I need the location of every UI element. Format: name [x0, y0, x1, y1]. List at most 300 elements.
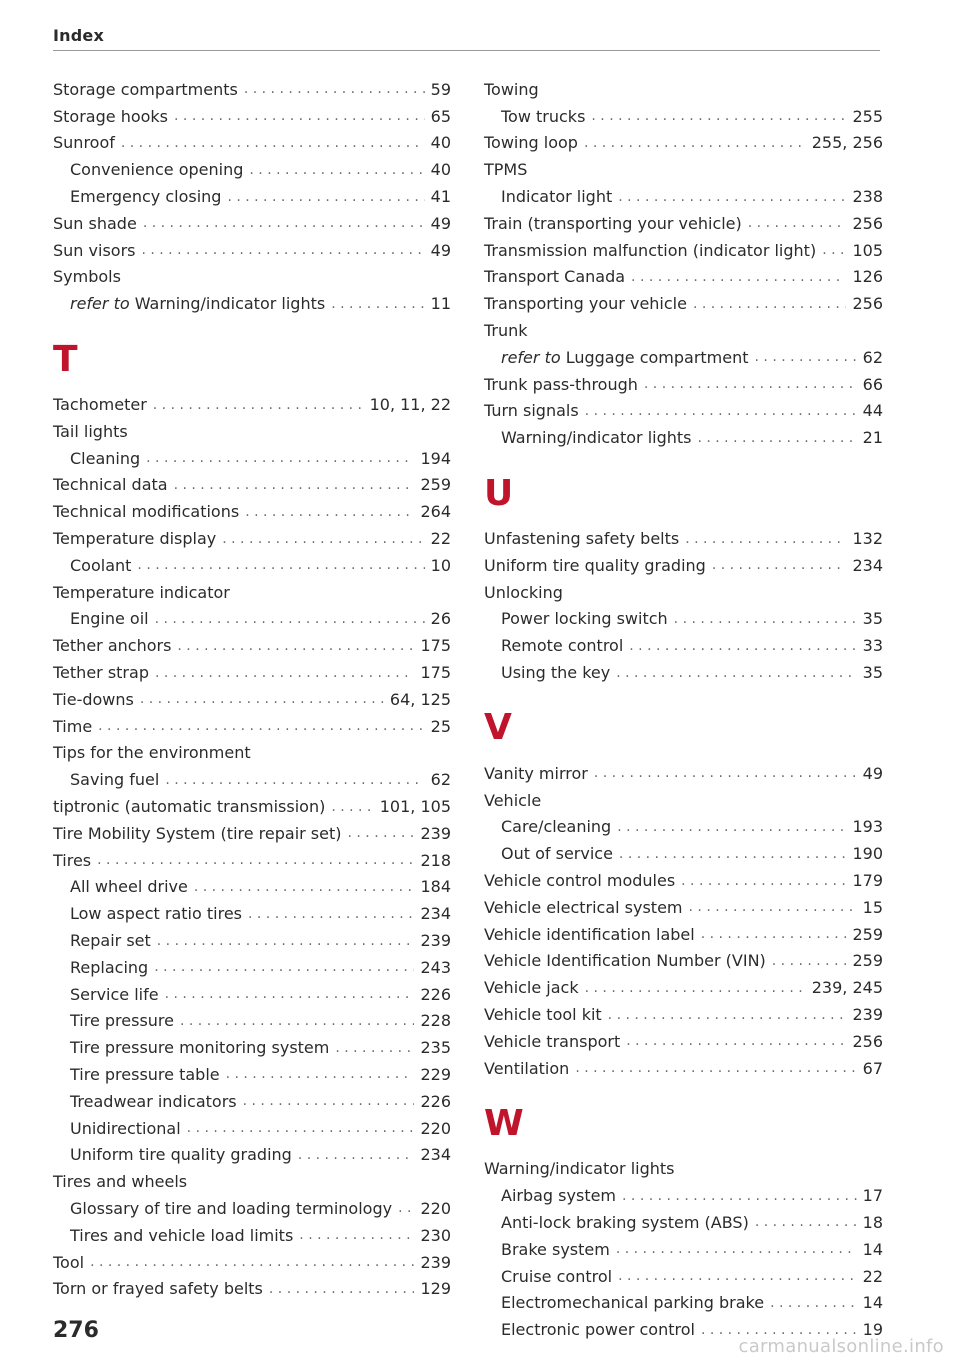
index-entry: [53, 290, 451, 317]
entry-label: Low aspect ratio tires: [70, 904, 242, 924]
dot-leader: [157, 933, 415, 949]
page-reference: 132: [852, 529, 883, 549]
entry-label: Sun shade: [53, 213, 137, 233]
index-entry: [484, 1055, 883, 1082]
dot-leader: [141, 242, 424, 258]
entry-label: Tether anchors: [53, 636, 172, 656]
entry-label: Power locking switch: [501, 609, 668, 629]
index-entry: [484, 237, 883, 264]
index-entry: [484, 264, 883, 291]
entry-label: Tires and wheels: [53, 1172, 188, 1192]
index-entry: [53, 1061, 451, 1088]
entry-label: Towing loop: [484, 133, 578, 153]
dot-leader: [622, 1188, 857, 1204]
page-reference: 25: [430, 716, 451, 736]
index-entry: [53, 1141, 451, 1168]
dot-leader: [248, 906, 414, 922]
page-reference: 264: [420, 502, 451, 522]
dot-leader: [140, 691, 384, 707]
dot-leader: [137, 557, 424, 573]
dot-leader: [180, 1013, 414, 1029]
dot-leader: [674, 611, 857, 627]
dot-leader: [685, 531, 846, 547]
page-reference: 255, 256: [811, 133, 883, 153]
page-reference: 175: [420, 663, 451, 683]
entry-label: Tool: [53, 1252, 85, 1272]
page-reference: 239: [852, 1005, 883, 1024]
index-column-left: [53, 76, 451, 1302]
index-entry: [484, 948, 883, 975]
dot-leader: [155, 611, 425, 627]
index-entry: [53, 76, 451, 103]
entry-label: Convenience opening: [70, 160, 244, 180]
entry-label: Treadwear indicators: [70, 1091, 237, 1111]
index-entry: [53, 552, 451, 579]
entry-label: All wheel drive: [70, 877, 188, 897]
page-reference: 256: [852, 213, 883, 233]
dot-leader: [194, 879, 415, 895]
entry-label: Vehicle tool kit: [484, 1005, 602, 1024]
entry-label: [484, 348, 749, 367]
entry-label: Tires and vehicle load limits: [70, 1225, 294, 1245]
entry-label: Airbag system: [501, 1186, 617, 1206]
page-reference: 129: [420, 1279, 451, 1299]
section-letter: W: [484, 1103, 524, 1144]
dot-leader: [299, 1227, 414, 1243]
dot-leader: [143, 215, 425, 231]
page-reference: 234: [852, 555, 883, 575]
dot-leader: [243, 1093, 415, 1109]
page-reference: 44: [862, 401, 883, 421]
index-entry: [484, 371, 883, 398]
index-entry: [484, 210, 883, 237]
page-reference: 229: [420, 1064, 451, 1084]
index-heading: [484, 1156, 883, 1183]
dot-leader: [97, 852, 414, 868]
entry-label: Uniform tire quality grading: [484, 555, 706, 575]
index-heading: [484, 317, 883, 344]
index-entry: [53, 391, 451, 418]
entry-label: Vehicle electrical system: [484, 897, 683, 917]
entry-label: Ventilation: [484, 1058, 570, 1078]
page-reference: 218: [420, 850, 451, 870]
page-reference: 226: [420, 984, 451, 1004]
page-reference: 49: [862, 763, 883, 783]
page-reference: 49: [430, 240, 451, 260]
index-entry: [484, 921, 883, 948]
index-entry: [53, 1275, 451, 1302]
entry-label: Transporting your vehicle: [484, 294, 687, 314]
dot-leader: [618, 189, 846, 205]
page-reference: 179: [852, 871, 883, 891]
index-entry: [484, 1182, 883, 1209]
dot-leader: [165, 986, 415, 1002]
page-reference: 255: [852, 106, 883, 126]
page-reference: 17: [862, 1186, 883, 1206]
page-reference: 226: [420, 1091, 451, 1111]
entry-label: Tire pressure monitoring system: [70, 1038, 330, 1058]
entry-label: Tether strap: [53, 663, 149, 683]
index-heading: [484, 156, 883, 183]
entry-label: Cruise control: [501, 1266, 613, 1286]
entry-label: Vehicle control modules: [484, 871, 676, 891]
index-entry: [53, 1195, 451, 1222]
index-entry: [484, 552, 883, 579]
page-reference: 220: [420, 1118, 451, 1138]
index-entry: [53, 1088, 451, 1115]
dot-leader: [689, 899, 857, 915]
page-reference: 62: [430, 770, 451, 790]
dot-leader: [331, 296, 424, 312]
dot-leader: [681, 873, 846, 889]
dot-leader: [222, 531, 424, 547]
page-reference: 126: [852, 267, 883, 287]
dot-leader: [174, 108, 425, 124]
index-entry: [53, 900, 451, 927]
page-reference: 228: [420, 1011, 451, 1031]
entry-label: Coolant: [70, 555, 132, 575]
index-entry: [484, 867, 883, 894]
page-reference: 105: [852, 240, 883, 260]
section-letter: T: [53, 338, 78, 380]
entry-label: Uniform tire quality grading: [70, 1145, 292, 1165]
entry-label: Vehicle jack: [484, 978, 579, 998]
entry-label: Electromechanical parking brake: [501, 1293, 765, 1313]
index-entry: [484, 1263, 883, 1290]
page-reference: 259: [852, 951, 883, 971]
entry-label: Tire pressure table: [70, 1064, 220, 1084]
entry-label: Tires: [53, 850, 92, 870]
entry-label: Trunk: [484, 321, 528, 341]
page-reference: 256: [852, 294, 883, 314]
page-reference: 18: [862, 1212, 883, 1232]
page-reference: 239: [420, 1252, 451, 1272]
page-reference: 14: [862, 1293, 883, 1313]
dot-leader: [626, 1033, 846, 1049]
page-reference: 184: [420, 877, 451, 897]
page-reference: 243: [420, 957, 451, 977]
entry-label: Trunk pass-through: [484, 374, 638, 394]
dot-leader: [755, 349, 857, 365]
page-reference: 64, 125: [389, 689, 451, 709]
cross-reference: refer to: [501, 347, 561, 367]
index-entry: [484, 398, 883, 425]
dot-leader: [331, 799, 373, 815]
entry-label: Turn signals: [484, 401, 579, 421]
entry-label: Sunroof: [53, 133, 115, 153]
index-entry: [53, 713, 451, 740]
index-entry: [53, 498, 451, 525]
index-entry: [484, 840, 883, 867]
index-entry: [53, 847, 451, 874]
page-reference: 193: [852, 817, 883, 837]
index-entry: [53, 130, 451, 157]
page-reference: 238: [852, 187, 883, 207]
entry-label: Engine oil: [70, 609, 149, 629]
index-entry: [53, 525, 451, 552]
index-entry: [53, 686, 451, 713]
index-entry: [484, 183, 883, 210]
entry-label: Technical data: [53, 475, 168, 495]
entry-label: Remote control: [501, 636, 624, 656]
entry-label: Replacing: [70, 957, 149, 977]
index-heading: [53, 1168, 451, 1195]
entry-label: Unfastening safety belts: [484, 529, 680, 549]
page-reference: 19: [862, 1320, 883, 1340]
page-reference: 40: [430, 133, 451, 153]
dot-leader: [617, 819, 846, 835]
entry-label: Glossary of tire and loading terminology: [70, 1198, 393, 1218]
index-entry: [53, 766, 451, 793]
index-entry: [484, 606, 883, 633]
dot-leader: [155, 665, 414, 681]
dot-leader: [226, 1066, 415, 1082]
entry-label: Symbols: [53, 267, 121, 287]
page-reference: 62: [862, 347, 883, 367]
page-title: Index: [53, 26, 104, 45]
page-reference: 21: [862, 428, 883, 448]
dot-leader: [591, 108, 846, 124]
page-reference: 239: [420, 931, 451, 950]
page-number: 276: [53, 1318, 99, 1343]
index-entry: [53, 874, 451, 901]
section-letter: V: [484, 707, 512, 749]
dot-leader: [629, 638, 856, 654]
entry-label: Care/cleaning: [501, 817, 612, 837]
dot-leader: [616, 1241, 857, 1257]
dot-leader: [755, 1214, 857, 1230]
entry-label: Vehicle Identification Number (VIN): [484, 951, 766, 971]
entry-label: Tie-downs: [53, 689, 134, 709]
index-entry: [484, 974, 883, 1001]
index-entry: [53, 632, 451, 659]
index-entry: [53, 472, 451, 499]
dot-leader: [187, 1120, 415, 1136]
page-reference: 239: [420, 823, 451, 843]
index-entry: [484, 1028, 883, 1055]
dot-leader: [701, 926, 847, 942]
index-heading: [53, 579, 451, 606]
entry-label: Towing: [484, 79, 539, 99]
entry-label-text: Luggage compartment: [560, 347, 749, 367]
dot-leader: [644, 376, 857, 392]
dot-leader: [298, 1147, 415, 1163]
entry-label: Service life: [70, 984, 159, 1004]
index-entry: [53, 156, 451, 183]
page-reference: 175: [420, 636, 451, 656]
index-entry: [53, 103, 451, 130]
page-reference: 49: [430, 213, 451, 233]
entry-label: Vehicle: [484, 790, 542, 810]
dot-leader: [584, 135, 806, 151]
index-entry: [53, 1249, 451, 1276]
index-entry: [53, 1222, 451, 1249]
index-entry: [53, 1115, 451, 1142]
entry-label: Transmission malfunction (indicator light): [484, 240, 817, 260]
entry-label: Warning/indicator lights: [501, 428, 692, 448]
dot-leader: [618, 1268, 857, 1284]
entry-label: [53, 294, 325, 313]
dot-leader: [335, 1040, 414, 1056]
dot-leader: [575, 1060, 856, 1076]
index-heading: [53, 740, 451, 767]
entry-label: Tire pressure: [70, 1011, 174, 1031]
page-reference: 10: [430, 555, 451, 575]
dot-leader: [772, 953, 847, 969]
page-reference: 66: [862, 374, 883, 394]
page-reference: 230: [420, 1225, 451, 1245]
page-reference: 256: [852, 1031, 883, 1051]
entry-label: TPMS: [484, 160, 528, 180]
index-entry: [53, 981, 451, 1008]
dot-leader: [594, 765, 857, 781]
index-entry: [484, 894, 883, 921]
index-entry: [53, 954, 451, 981]
dot-leader: [146, 450, 414, 466]
index-entry: [484, 632, 883, 659]
dot-leader: [585, 403, 857, 419]
entry-label: Temperature display: [53, 529, 217, 549]
entry-label: Vanity mirror: [484, 763, 588, 783]
index-entry: [53, 210, 451, 237]
entry-label: Tail lights: [53, 421, 128, 441]
index-entry: [484, 814, 883, 841]
entry-label: tiptronic (automatic transmission): [53, 797, 326, 817]
index-heading: [484, 787, 883, 814]
entry-label: Out of service: [501, 844, 613, 864]
entry-label: Electronic power control: [501, 1320, 695, 1340]
entry-label: Indicator light: [501, 187, 613, 207]
index-entry: [53, 659, 451, 686]
page-reference: 101, 105: [379, 797, 451, 817]
page-reference: 14: [862, 1239, 883, 1259]
entry-label: Tips for the environment: [53, 743, 251, 763]
dot-leader: [174, 477, 415, 493]
dot-leader: [619, 846, 847, 862]
index-entry: [53, 820, 451, 847]
dot-leader: [693, 296, 847, 312]
dot-leader: [98, 718, 424, 734]
entry-label: Warning/indicator lights: [484, 1159, 675, 1179]
page-reference: 234: [420, 904, 451, 924]
entry-label: Tire Mobility System (tire repair set): [53, 823, 342, 843]
page-header: [53, 26, 880, 51]
watermark: carmanualsonline.info: [738, 1336, 944, 1357]
page-reference: 67: [862, 1058, 883, 1078]
dot-leader: [153, 397, 364, 413]
dot-leader: [631, 269, 846, 285]
index-heading: [484, 579, 883, 606]
index-entry: [53, 793, 451, 820]
entry-label: Emergency closing: [70, 187, 222, 207]
index-entry: [484, 130, 883, 157]
entry-label: Repair set: [70, 931, 151, 950]
index-entry: [484, 1236, 883, 1263]
dot-leader: [244, 81, 425, 97]
page-reference: 220: [420, 1198, 451, 1218]
entry-label: Train (transporting your vehicle): [484, 213, 742, 233]
dot-leader: [712, 557, 847, 573]
page-reference: 234: [420, 1145, 451, 1165]
page-reference: 40: [430, 160, 451, 180]
index-entry: [484, 1209, 883, 1236]
index-heading: [484, 76, 883, 103]
entry-label: Unlocking: [484, 582, 563, 602]
index-entry: [53, 445, 451, 472]
entry-label: Torn or frayed safety belts: [53, 1279, 263, 1299]
page-reference: 35: [862, 609, 883, 629]
entry-label: Anti-lock braking system (ABS): [501, 1212, 749, 1232]
page-reference: 10, 11, 22: [369, 395, 451, 415]
entry-label: Storage compartments: [53, 79, 238, 99]
page-reference: 22: [862, 1266, 883, 1286]
dot-leader: [165, 772, 424, 788]
dot-leader: [269, 1281, 415, 1297]
entry-label: Saving fuel: [70, 770, 160, 790]
index-entry: [53, 1034, 451, 1061]
section-letter: U: [484, 472, 514, 514]
entry-label: Brake system: [501, 1239, 610, 1259]
entry-label: Transport Canada: [484, 267, 626, 287]
dot-leader: [770, 1295, 857, 1311]
index-entry: [484, 290, 883, 317]
entry-label: Using the key: [501, 663, 611, 683]
page-reference: 33: [862, 636, 883, 656]
index-entry: [53, 606, 451, 633]
dot-leader: [697, 430, 856, 446]
index-heading: [53, 264, 451, 291]
page-reference: 65: [430, 106, 451, 126]
cross-reference: refer to: [70, 294, 130, 314]
dot-leader: [90, 1254, 414, 1270]
entry-label: Storage hooks: [53, 106, 169, 126]
entry-label: Tachometer: [53, 395, 147, 415]
dot-leader: [121, 135, 425, 151]
page-reference: 194: [420, 448, 451, 468]
dot-leader: [748, 215, 847, 231]
dot-leader: [398, 1200, 414, 1216]
dot-leader: [154, 959, 414, 975]
page-reference: 259: [852, 924, 883, 944]
page-reference: 235: [420, 1038, 451, 1058]
page-reference: 41: [430, 187, 451, 207]
page-reference: 15: [862, 897, 883, 917]
index-column-right: [484, 76, 883, 1343]
index-entry: [484, 659, 883, 686]
dot-leader: [348, 825, 415, 841]
index-entry: [484, 525, 883, 552]
entry-label: Tow trucks: [501, 106, 586, 126]
entry-label: Vehicle identification label: [484, 924, 695, 944]
index-entry: [484, 760, 883, 787]
entry-label: Vehicle transport: [484, 1031, 621, 1051]
dot-leader: [822, 242, 846, 258]
page-reference: 190: [852, 844, 883, 864]
entry-label: Cleaning: [70, 448, 141, 468]
page-reference: 26: [430, 609, 451, 629]
entry-label: Sun visors: [53, 240, 136, 260]
page-reference: 11: [430, 294, 451, 314]
page-reference: 22: [430, 529, 451, 549]
dot-leader: [616, 665, 856, 681]
index-entry: [484, 344, 883, 371]
index-entry: [484, 1289, 883, 1316]
index-entry: [53, 1008, 451, 1035]
dot-leader: [245, 504, 414, 520]
index-entry: [484, 103, 883, 130]
index-entry: [53, 927, 451, 954]
dot-leader: [177, 638, 414, 654]
